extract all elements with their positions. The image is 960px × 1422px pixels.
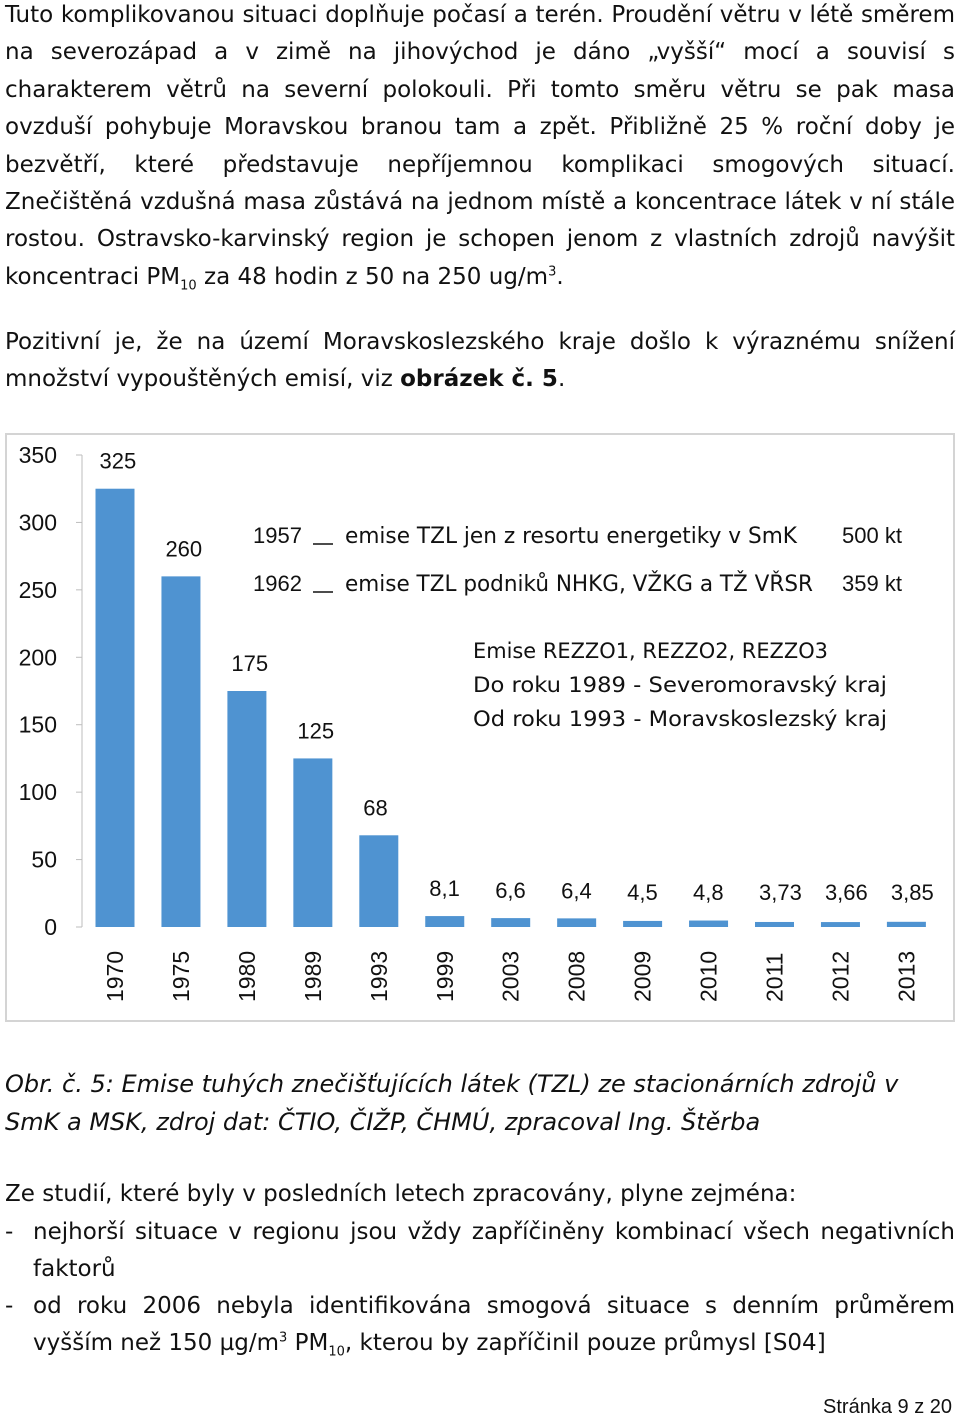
x-tick-label: 2012 [827, 950, 854, 1002]
list-item [5, 1214, 955, 1288]
annotation-box-line-2: Do roku 1989 - Severomoravský kraj [473, 673, 887, 697]
chart-frame [5, 433, 955, 1022]
y-tick-label: 100 [18, 779, 57, 806]
y-tick-label: 50 [31, 846, 57, 873]
subscript: 10 [328, 1344, 345, 1360]
bar [293, 758, 332, 927]
bar-value-label: 68 [363, 795, 388, 821]
bar [227, 691, 266, 927]
x-tick-label: 2010 [695, 950, 722, 1002]
y-tick-label: 0 [44, 914, 57, 940]
annotation-box-line-1: Emise REZZO1, REZZO2, REZZO3 [473, 639, 828, 663]
annotation-1957-value: 500 kt [842, 523, 902, 548]
x-tick-label: 1989 [299, 950, 326, 1002]
bar-value-label: 6,6 [495, 878, 526, 904]
bar-value-label: 175 [231, 651, 269, 676]
bar-value-label: 260 [165, 536, 203, 562]
annotation-1957-text: emise TZL jen z resortu energetiky v SmK [345, 524, 798, 549]
y-tick-group [19, 442, 82, 940]
bar [689, 921, 728, 927]
bar-value-label: 125 [297, 718, 335, 744]
list-dash: - [5, 1219, 14, 1245]
bar [359, 835, 398, 927]
list-item-text [33, 1288, 955, 1362]
bar-value-label: 3,66 [824, 880, 868, 905]
y-tick-label: 150 [18, 711, 57, 738]
list-dash: - [5, 1293, 14, 1319]
page-number: Stránka 9 z 20 [823, 1396, 952, 1418]
superscript: 3 [548, 264, 557, 280]
bar [161, 576, 200, 927]
bar [821, 922, 860, 927]
x-tick-label: 1970 [102, 950, 128, 1002]
x-tick-label: 1975 [167, 950, 194, 1002]
paragraph-text: . [556, 263, 564, 290]
x-tick-label: 1980 [233, 950, 260, 1002]
y-tick-label: 250 [18, 576, 57, 603]
annotation-1962-value: 359 kt [842, 571, 902, 596]
bar [887, 922, 926, 927]
list-item-text: nejhorší situace v regionu jsou vždy zapříčiněny kombinací všech negativních faktorů [33, 1219, 955, 1282]
x-tick-label: 2009 [629, 950, 656, 1002]
annotation-1962-text: emise TZL podniků NHKG, VŽKG a TŽ VŘSR [345, 572, 823, 597]
bar [557, 918, 596, 927]
paragraph-text: Pozitivní je, že na území Moravskoslezského kraje došlo k výraznému snížení množství vypouštěných emisí, viz [5, 329, 955, 393]
paragraph-emissions-decrease [5, 324, 955, 399]
list-text: od roku 2006 nebyla identifikována smogová situace s denním průměrem vyšším než 150 µg/m [33, 1293, 955, 1356]
x-tick-label: 2003 [497, 950, 524, 1002]
emissions-bar-chart [7, 435, 953, 1020]
x-tick-label: 2008 [563, 950, 590, 1002]
bar-value-label: 8,1 [429, 876, 460, 902]
bar-value-label: 3,85 [890, 880, 934, 905]
bar-value-label: 3,73 [759, 880, 802, 905]
paragraph-weather-terrain [5, 0, 955, 296]
x-tick-label: 1993 [365, 950, 392, 1002]
bar [755, 922, 794, 927]
figure-reference: obrázek č. 5 [400, 366, 558, 393]
x-tick-group [102, 951, 919, 1002]
bar-value-label: 4,8 [693, 880, 724, 905]
x-tick-label: 2011 [761, 952, 788, 1002]
annotation-1962-year: 1962 [253, 571, 302, 596]
y-tick-label: 200 [18, 644, 57, 671]
superscript: 3 [279, 1330, 288, 1346]
bar-value-label: 325 [99, 448, 137, 474]
list-item [5, 1288, 955, 1362]
subscript: 10 [180, 278, 197, 294]
list-text: , kterou by zapříčinil pouze průmysl [S04] [344, 1330, 826, 1356]
list-text: PM [287, 1330, 329, 1356]
x-tick-label: 1999 [431, 950, 458, 1002]
y-tick-label: 350 [18, 442, 57, 468]
bar-value-label: 4,5 [627, 880, 658, 905]
paragraph-text: . [557, 366, 566, 393]
figure-caption: Obr. č. 5: Emise tuhých znečišťujících látek (TZL) ze stacionárních zdrojů v SmK a MSK, zdroj dat: ČTIO, ČIŽP, ČHMÚ, zpracoval Ing. Štěrba [5, 1070, 899, 1136]
annotation-box-line-3: Od roku 1993 - Moravskoslezský kraj [473, 707, 887, 731]
bar [96, 489, 135, 927]
annotation-1957-year: 1957 [253, 523, 302, 548]
paragraph-text: Tuto komplikovanou situaci doplňuje počasí a terén. Proudění větru v létě směrem na severozápad a v zimě na jihovýchod je dáno „vyšší“ mocí a souvisí s charakterem větrů na severní polokouli. Při tomto směru větru se pak masa ovzduší pohybuje Moravskou branou tam a zpět. Přibližně 25 % roční doby je bezvětří, které představuje nepříjemnou komplikaci smogových situací. Znečištěná vzdušná masa zůstává na jednom místě a koncentrace látek v ní stále rostou. Ostravsko-karvinský region je schopen jenom z vlastních zdrojů navýšit koncentraci PM [5, 2, 955, 290]
paragraph-text: za 48 hodin z 50 na 250 ug/m [196, 263, 549, 290]
bar [491, 918, 530, 927]
y-tick-label: 300 [18, 509, 57, 536]
bar [425, 916, 464, 927]
bar-value-label: 6,4 [561, 878, 592, 904]
x-tick-label: 2013 [893, 950, 920, 1002]
studies-intro: Ze studií, které byly v posledních letech zpracovány, plyne zejména: [5, 1181, 797, 1207]
bar [623, 921, 662, 927]
